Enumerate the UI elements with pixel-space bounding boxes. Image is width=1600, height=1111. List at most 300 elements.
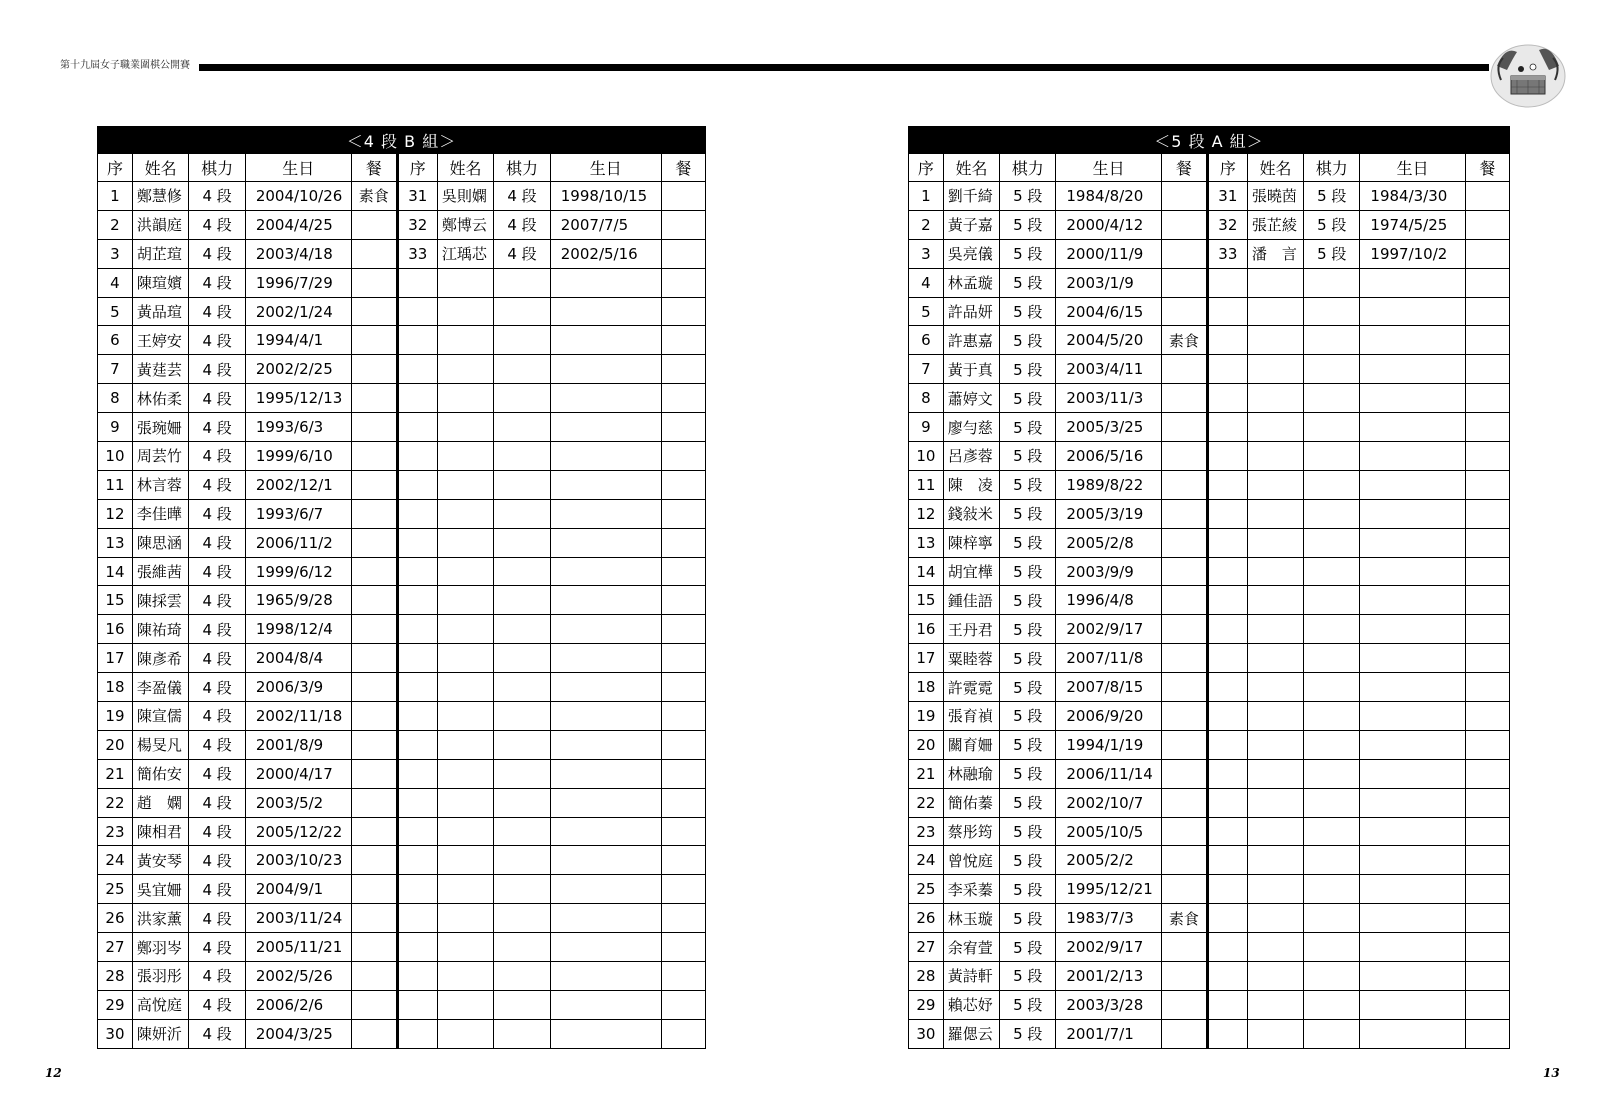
table-row — [909, 817, 1510, 846]
cell-seq — [397, 933, 437, 962]
cell-seq: 30 — [98, 1019, 133, 1048]
cell-birthday: 2004/9/1 — [245, 875, 351, 904]
cell-meal — [661, 644, 705, 673]
table-row — [98, 962, 706, 991]
cell-meal — [661, 442, 705, 471]
cell-seq — [1207, 355, 1247, 384]
table-row — [909, 499, 1510, 528]
cell-meal — [1161, 557, 1207, 586]
cell-rank: 5 段 — [1000, 933, 1056, 962]
cell-rank: 5 段 — [1000, 846, 1056, 875]
table-row — [98, 268, 706, 297]
cell-birthday: 2002/2/25 — [245, 355, 351, 384]
cell-meal — [1161, 239, 1207, 268]
cell-seq: 14 — [98, 557, 133, 586]
cell-birthday: 2005/2/8 — [1056, 528, 1161, 557]
table-row — [909, 355, 1510, 384]
cell-seq: 11 — [909, 470, 944, 499]
cell-seq — [397, 730, 437, 759]
cell-name — [437, 962, 493, 991]
table-row — [909, 788, 1510, 817]
cell-rank — [1304, 788, 1360, 817]
cell-meal — [351, 788, 397, 817]
table-row — [98, 875, 706, 904]
cell-birthday: 2002/5/26 — [245, 962, 351, 991]
table-row — [909, 528, 1510, 557]
cell-meal — [1161, 384, 1207, 413]
table-row — [909, 673, 1510, 702]
cell-birthday — [550, 759, 661, 788]
cell-meal — [1465, 326, 1509, 355]
cell-seq: 27 — [909, 933, 944, 962]
table-row — [98, 442, 706, 471]
cell-seq: 12 — [98, 499, 133, 528]
cell-birthday: 2002/11/18 — [245, 702, 351, 731]
cell-birthday — [550, 962, 661, 991]
cell-seq: 6 — [98, 326, 133, 355]
cell-meal — [1161, 470, 1207, 499]
cell-birthday — [1360, 759, 1465, 788]
cell-birthday: 1999/6/12 — [245, 557, 351, 586]
cell-birthday: 1993/6/7 — [245, 499, 351, 528]
cell-name — [1247, 297, 1303, 326]
cell-meal — [661, 355, 705, 384]
cell-seq — [397, 817, 437, 846]
cell-name — [1247, 268, 1303, 297]
cell-birthday — [1360, 933, 1465, 962]
table-row — [98, 702, 706, 731]
cell-name: 洪家薰 — [132, 904, 188, 933]
cell-birthday — [550, 384, 661, 413]
cell-birthday — [1360, 355, 1465, 384]
cell-meal — [1161, 817, 1207, 846]
cell-birthday — [550, 442, 661, 471]
cell-meal — [661, 933, 705, 962]
table-row — [98, 730, 706, 759]
cell-meal — [351, 557, 397, 586]
cell-name — [437, 557, 493, 586]
cell-birthday: 2004/5/20 — [1056, 326, 1161, 355]
cell-rank: 4 段 — [189, 586, 245, 615]
cell-rank: 4 段 — [494, 210, 550, 239]
cell-rank: 4 段 — [494, 239, 550, 268]
cell-birthday — [550, 615, 661, 644]
cell-rank — [1304, 990, 1360, 1019]
cell-name: 江瑀芯 — [437, 239, 493, 268]
cell-name — [437, 817, 493, 846]
cell-meal — [1161, 355, 1207, 384]
cell-seq: 20 — [909, 730, 944, 759]
cell-name — [1247, 673, 1303, 702]
cell-seq: 13 — [98, 528, 133, 557]
cell-seq — [1207, 1019, 1247, 1048]
column-header: 姓名 — [943, 154, 999, 182]
cell-rank — [1304, 846, 1360, 875]
cell-meal — [351, 904, 397, 933]
cell-meal — [1161, 182, 1207, 211]
cell-name: 鍾佳語 — [943, 586, 999, 615]
cell-birthday — [550, 413, 661, 442]
cell-meal — [351, 644, 397, 673]
cell-birthday — [1360, 615, 1465, 644]
cell-birthday: 2006/9/20 — [1056, 702, 1161, 731]
cell-rank — [494, 673, 550, 702]
cell-rank — [494, 702, 550, 731]
cell-name: 陳祐琦 — [132, 615, 188, 644]
cell-name: 吳亮儀 — [943, 239, 999, 268]
column-header: 生日 — [550, 154, 661, 182]
cell-rank — [1304, 470, 1360, 499]
cell-seq: 10 — [909, 442, 944, 471]
cell-rank: 5 段 — [1000, 586, 1056, 615]
cell-seq: 32 — [397, 210, 437, 239]
cell-name — [1247, 528, 1303, 557]
cell-rank: 5 段 — [1000, 442, 1056, 471]
column-header-row — [98, 154, 706, 182]
cell-birthday: 2002/9/17 — [1056, 933, 1161, 962]
cell-seq: 29 — [909, 990, 944, 1019]
cell-name: 賴芯妤 — [943, 990, 999, 1019]
cell-rank: 4 段 — [189, 182, 245, 211]
cell-birthday — [1360, 384, 1465, 413]
cell-birthday — [550, 355, 661, 384]
cell-rank: 4 段 — [189, 933, 245, 962]
cell-birthday — [1360, 990, 1465, 1019]
cell-meal — [661, 528, 705, 557]
cell-meal — [351, 297, 397, 326]
cell-rank — [494, 586, 550, 615]
cell-meal — [351, 846, 397, 875]
cell-birthday: 1965/9/28 — [245, 586, 351, 615]
cell-rank: 4 段 — [189, 673, 245, 702]
group-title: ＜5 段 A 組＞ — [909, 127, 1510, 154]
cell-seq — [1207, 730, 1247, 759]
cell-name: 陳梓寧 — [943, 528, 999, 557]
cell-rank — [494, 875, 550, 904]
cell-meal — [661, 962, 705, 991]
cell-birthday — [550, 933, 661, 962]
cell-seq — [397, 413, 437, 442]
column-header: 生日 — [1360, 154, 1465, 182]
cell-name: 張曉茵 — [1247, 182, 1303, 211]
cell-rank — [494, 470, 550, 499]
cell-seq: 33 — [397, 239, 437, 268]
cell-seq — [397, 297, 437, 326]
cell-meal — [351, 528, 397, 557]
cell-seq — [1207, 846, 1247, 875]
cell-rank: 5 段 — [1000, 615, 1056, 644]
cell-rank — [1304, 673, 1360, 702]
cell-birthday: 2006/11/2 — [245, 528, 351, 557]
cell-meal — [1161, 1019, 1207, 1048]
cell-birthday: 1996/7/29 — [245, 268, 351, 297]
cell-meal — [661, 586, 705, 615]
cell-rank: 4 段 — [189, 557, 245, 586]
cell-name — [1247, 586, 1303, 615]
cell-birthday — [550, 528, 661, 557]
cell-meal — [1465, 817, 1509, 846]
cell-name: 張芷綾 — [1247, 210, 1303, 239]
cell-rank — [1304, 817, 1360, 846]
cell-birthday: 1995/12/13 — [245, 384, 351, 413]
cell-name: 李采蓁 — [943, 875, 999, 904]
cell-meal — [661, 326, 705, 355]
cell-rank: 4 段 — [494, 182, 550, 211]
cell-meal — [1161, 702, 1207, 731]
cell-rank: 4 段 — [189, 384, 245, 413]
table-row — [909, 904, 1510, 933]
page-header-title: 第十九屆女子職業圍棋公開賽 — [60, 60, 190, 71]
cell-rank: 4 段 — [189, 817, 245, 846]
cell-birthday: 2005/12/22 — [245, 817, 351, 846]
cell-seq: 7 — [909, 355, 944, 384]
cell-meal — [1465, 470, 1509, 499]
cell-name: 陳彥希 — [132, 644, 188, 673]
cell-name: 陳採雲 — [132, 586, 188, 615]
cell-name — [1247, 933, 1303, 962]
cell-seq: 16 — [98, 615, 133, 644]
cell-rank — [494, 817, 550, 846]
cell-seq: 13 — [909, 528, 944, 557]
cell-name: 粟睦蓉 — [943, 644, 999, 673]
table-row — [98, 326, 706, 355]
cell-rank — [1304, 557, 1360, 586]
cell-rank: 5 段 — [1000, 875, 1056, 904]
cell-name — [437, 759, 493, 788]
cell-rank: 5 段 — [1000, 210, 1056, 239]
cell-rank: 5 段 — [1000, 1019, 1056, 1048]
cell-seq — [1207, 644, 1247, 673]
cell-meal — [1465, 846, 1509, 875]
cell-name — [437, 384, 493, 413]
cell-birthday: 2005/3/25 — [1056, 413, 1161, 442]
cell-meal — [1161, 875, 1207, 904]
cell-meal — [351, 355, 397, 384]
go-board-emblem-icon — [1487, 36, 1569, 108]
cell-birthday: 2003/10/23 — [245, 846, 351, 875]
cell-birthday — [550, 817, 661, 846]
cell-seq: 27 — [98, 933, 133, 962]
table-row — [98, 904, 706, 933]
cell-rank: 4 段 — [189, 1019, 245, 1048]
cell-birthday — [1360, 702, 1465, 731]
cell-name — [1247, 788, 1303, 817]
cell-rank — [494, 644, 550, 673]
column-header: 餐 — [661, 154, 705, 182]
cell-meal — [1465, 210, 1509, 239]
table-row — [98, 355, 706, 384]
column-header-row — [909, 154, 1510, 182]
cell-birthday — [550, 904, 661, 933]
cell-birthday — [550, 297, 661, 326]
table-row — [98, 297, 706, 326]
cell-seq — [1207, 557, 1247, 586]
cell-meal — [351, 384, 397, 413]
cell-seq — [397, 355, 437, 384]
column-header: 棋力 — [1000, 154, 1056, 182]
cell-name: 簡佑蓁 — [943, 788, 999, 817]
cell-seq — [1207, 875, 1247, 904]
cell-name — [1247, 413, 1303, 442]
cell-meal — [1465, 557, 1509, 586]
cell-rank: 4 段 — [189, 355, 245, 384]
cell-birthday — [550, 788, 661, 817]
cell-name: 林佑柔 — [132, 384, 188, 413]
cell-meal — [1161, 730, 1207, 759]
cell-birthday: 2004/6/15 — [1056, 297, 1161, 326]
cell-seq: 15 — [98, 586, 133, 615]
table-row — [98, 557, 706, 586]
cell-rank — [1304, 904, 1360, 933]
cell-meal — [1465, 442, 1509, 471]
cell-rank — [1304, 528, 1360, 557]
cell-name — [1247, 875, 1303, 904]
cell-birthday: 2003/5/2 — [245, 788, 351, 817]
cell-birthday: 2002/12/1 — [245, 470, 351, 499]
cell-name: 曾悅庭 — [943, 846, 999, 875]
cell-meal — [1465, 759, 1509, 788]
table-row — [909, 962, 1510, 991]
cell-seq — [1207, 759, 1247, 788]
cell-seq — [397, 673, 437, 702]
cell-meal — [661, 413, 705, 442]
cell-seq: 33 — [1207, 239, 1247, 268]
cell-seq — [397, 846, 437, 875]
cell-birthday: 2003/9/9 — [1056, 557, 1161, 586]
column-header: 餐 — [1465, 154, 1509, 182]
cell-seq — [1207, 413, 1247, 442]
cell-meal — [1161, 673, 1207, 702]
cell-rank: 4 段 — [189, 239, 245, 268]
table-row — [909, 586, 1510, 615]
cell-rank: 5 段 — [1000, 788, 1056, 817]
cell-rank — [494, 933, 550, 962]
cell-seq — [397, 875, 437, 904]
cell-seq — [397, 326, 437, 355]
cell-seq — [397, 702, 437, 731]
column-header: 生日 — [245, 154, 351, 182]
table-row — [909, 326, 1510, 355]
cell-birthday — [550, 846, 661, 875]
cell-birthday: 2000/4/12 — [1056, 210, 1161, 239]
cell-birthday: 1989/8/22 — [1056, 470, 1161, 499]
cell-rank: 4 段 — [189, 499, 245, 528]
cell-meal — [661, 673, 705, 702]
cell-birthday: 2003/11/24 — [245, 904, 351, 933]
cell-rank — [1304, 702, 1360, 731]
cell-seq: 8 — [98, 384, 133, 413]
cell-seq: 26 — [98, 904, 133, 933]
cell-seq: 21 — [909, 759, 944, 788]
cell-meal — [351, 875, 397, 904]
cell-meal — [351, 1019, 397, 1048]
cell-rank — [494, 759, 550, 788]
cell-rank — [494, 499, 550, 528]
cell-name: 林言蓉 — [132, 470, 188, 499]
cell-meal — [1465, 413, 1509, 442]
cell-meal — [351, 210, 397, 239]
cell-name: 簡佑安 — [132, 759, 188, 788]
column-header: 餐 — [1161, 154, 1207, 182]
cell-meal — [351, 442, 397, 471]
cell-name — [437, 702, 493, 731]
table-row — [909, 268, 1510, 297]
cell-rank — [1304, 297, 1360, 326]
cell-rank: 4 段 — [189, 904, 245, 933]
cell-name: 張維茜 — [132, 557, 188, 586]
cell-seq: 19 — [909, 702, 944, 731]
cell-rank — [494, 730, 550, 759]
cell-name: 趙 嫻 — [132, 788, 188, 817]
cell-seq — [1207, 933, 1247, 962]
cell-rank — [494, 528, 550, 557]
cell-name: 潘 言 — [1247, 239, 1303, 268]
table-row — [98, 1019, 706, 1048]
cell-birthday: 2004/8/4 — [245, 644, 351, 673]
cell-rank: 5 段 — [1304, 182, 1360, 211]
cell-birthday — [1360, 1019, 1465, 1048]
cell-birthday — [1360, 846, 1465, 875]
column-header: 序 — [98, 154, 133, 182]
cell-rank: 4 段 — [189, 528, 245, 557]
cell-meal — [1161, 962, 1207, 991]
table-row — [909, 239, 1510, 268]
cell-meal — [1161, 846, 1207, 875]
cell-rank — [1304, 384, 1360, 413]
cell-name — [437, 730, 493, 759]
table-row — [909, 384, 1510, 413]
cell-name: 吳宜姍 — [132, 875, 188, 904]
cell-seq — [1207, 268, 1247, 297]
cell-meal — [1465, 904, 1509, 933]
cell-birthday: 2004/3/25 — [245, 1019, 351, 1048]
cell-seq: 4 — [909, 268, 944, 297]
cell-name: 余宥萱 — [943, 933, 999, 962]
cell-birthday — [1360, 470, 1465, 499]
cell-seq — [1207, 615, 1247, 644]
cell-meal — [351, 817, 397, 846]
cell-seq: 32 — [1207, 210, 1247, 239]
cell-rank: 5 段 — [1000, 297, 1056, 326]
cell-name — [437, 470, 493, 499]
table-row — [98, 499, 706, 528]
cell-rank — [1304, 615, 1360, 644]
cell-meal — [1465, 239, 1509, 268]
cell-rank: 4 段 — [189, 702, 245, 731]
cell-birthday: 2005/10/5 — [1056, 817, 1161, 846]
cell-seq: 11 — [98, 470, 133, 499]
cell-name: 錢敍米 — [943, 499, 999, 528]
column-header: 姓名 — [437, 154, 493, 182]
cell-seq: 28 — [98, 962, 133, 991]
cell-seq: 9 — [98, 413, 133, 442]
cell-rank — [1304, 586, 1360, 615]
cell-rank: 5 段 — [1000, 413, 1056, 442]
cell-birthday — [1360, 875, 1465, 904]
cell-meal — [661, 990, 705, 1019]
cell-meal — [351, 702, 397, 731]
cell-meal — [1161, 528, 1207, 557]
cell-name: 李佳曄 — [132, 499, 188, 528]
cell-birthday: 2007/7/5 — [550, 210, 661, 239]
cell-birthday — [550, 499, 661, 528]
cell-rank: 5 段 — [1000, 702, 1056, 731]
table-row — [98, 673, 706, 702]
cell-seq — [1207, 470, 1247, 499]
cell-meal — [1465, 615, 1509, 644]
cell-seq — [397, 442, 437, 471]
cell-birthday: 2004/4/25 — [245, 210, 351, 239]
